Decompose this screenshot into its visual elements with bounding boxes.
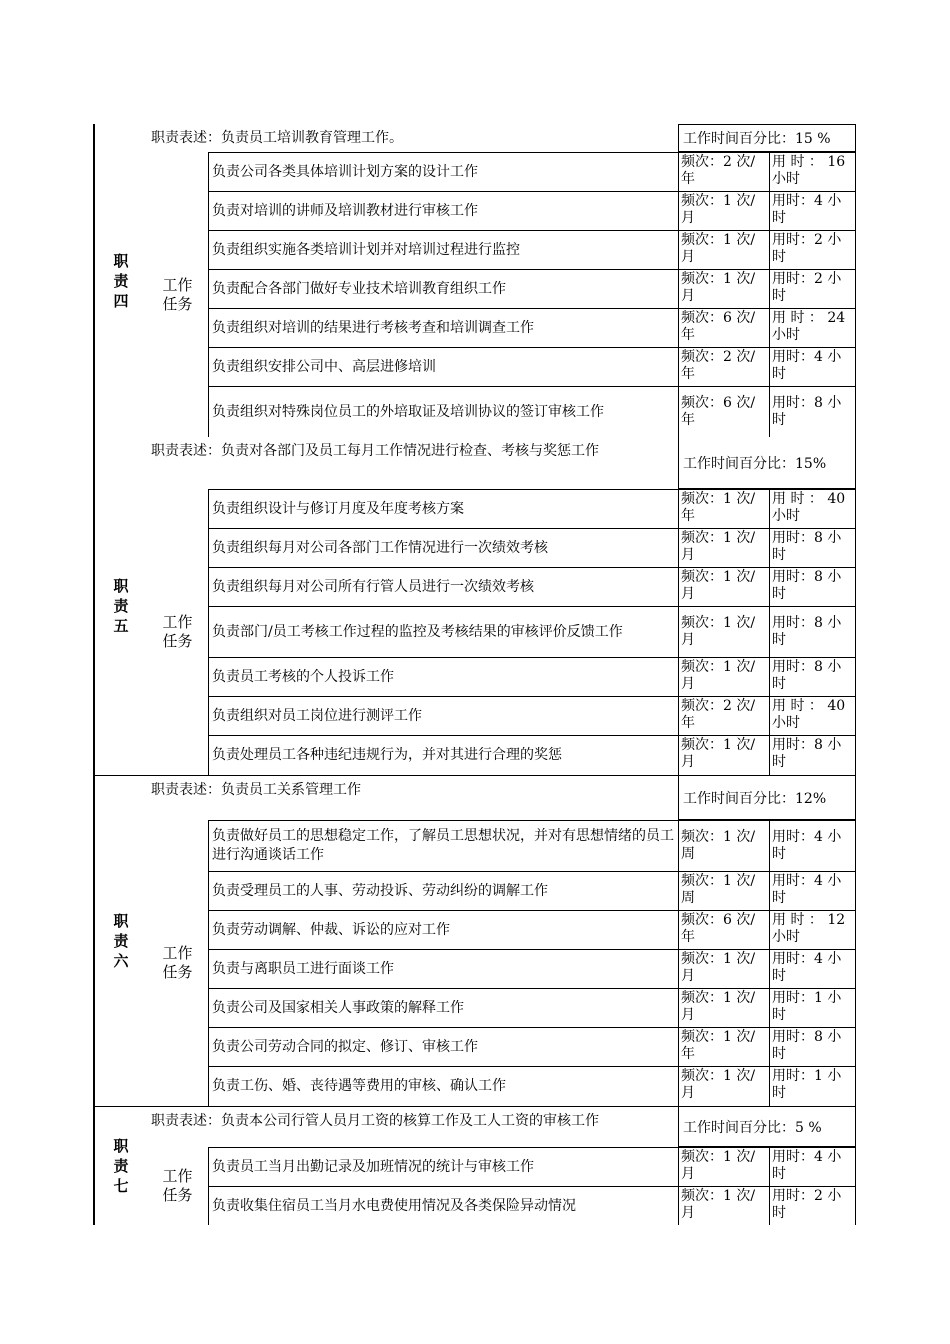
task-hours: 用时：8 小时 <box>769 387 856 437</box>
task-row <box>208 192 856 231</box>
task-text: 负责组织对特殊岗位员工的外培取证及培训协议的签订审核工作 <box>208 387 678 437</box>
task-row <box>208 153 856 192</box>
task-row <box>208 607 856 658</box>
task-frequency: 频次：2 次/年 <box>678 697 769 735</box>
task-row <box>208 1148 856 1187</box>
task-row <box>208 821 856 872</box>
time-percentage: 工作时间百分比：12% <box>678 776 856 820</box>
task-row <box>208 387 856 437</box>
task-text: 负责组织对培训的结果进行考核考查和培训调查工作 <box>208 309 678 347</box>
task-frequency: 频次：6 次/年 <box>678 387 769 437</box>
task-hours: 用 时 ： 16 小时 <box>769 153 856 191</box>
task-frequency: 频次：1 次/月 <box>678 736 769 775</box>
task-hours: 用时：8 小时 <box>769 529 856 567</box>
section-label: 职责七 <box>113 1137 129 1195</box>
task-text: 负责员工当月出勤记录及加班情况的统计与审核工作 <box>208 1148 678 1186</box>
task-frequency: 频次：1 次/月 <box>678 529 769 567</box>
task-row <box>208 231 856 270</box>
task-text: 负责组织每月对公司各部门工作情况进行一次绩效考核 <box>208 529 678 567</box>
task-hours: 用 时 ： 40 小时 <box>769 490 856 528</box>
task-text: 负责劳动调解、仲裁、诉讼的应对工作 <box>208 911 678 949</box>
duty-table <box>93 124 856 1225</box>
task-text: 负责组织对员工岗位进行测评工作 <box>208 697 678 735</box>
task-text: 负责配合各部门做好专业技术培训教育组织工作 <box>208 270 678 308</box>
task-hours: 用时：4 小时 <box>769 192 856 230</box>
task-list <box>208 820 856 1106</box>
task-hours: 用时：8 小时 <box>769 568 856 606</box>
task-frequency: 频次：1 次/年 <box>678 1028 769 1066</box>
task-text: 负责做好员工的思想稳定工作，了解员工思想状况，并对有思想情绪的员工进行沟通谈话工作 <box>208 821 678 871</box>
task-text: 负责对培训的讲师及培训教材进行审核工作 <box>208 192 678 230</box>
task-hours: 用 时 ： 40 小时 <box>769 697 856 735</box>
task-row <box>208 911 856 950</box>
task-frequency: 频次：1 次/月 <box>678 950 769 988</box>
task-row <box>208 568 856 607</box>
task-row <box>208 1067 856 1106</box>
task-row <box>208 950 856 989</box>
duty-section-5 <box>93 437 856 775</box>
task-hours: 用时：8 小时 <box>769 607 856 657</box>
task-frequency: 频次：1 次/月 <box>678 231 769 269</box>
task-text: 负责收集住宿员工当月水电费使用情况及各类保险异动情况 <box>208 1187 678 1225</box>
duty-description: 职责表述：负责对各部门及员工每月工作情况进行检查、考核与奖惩工作 <box>151 443 599 459</box>
time-percentage: 工作时间百分比：15 % <box>678 124 856 152</box>
task-row <box>208 1187 856 1225</box>
section-label: 职责六 <box>113 912 129 970</box>
duty-description: 职责表述：负责员工培训教育管理工作。 <box>151 130 403 146</box>
task-frequency: 频次：1 次/月 <box>678 607 769 657</box>
duty-section-6 <box>93 775 856 1106</box>
task-text: 负责部门/员工考核工作过程的监控及考核结果的审核评价反馈工作 <box>208 607 678 657</box>
task-text: 负责组织设计与修订月度及年度考核方案 <box>208 490 678 528</box>
duty-section-7 <box>93 1106 856 1225</box>
task-text: 负责组织安排公司中、高层进修培训 <box>208 348 678 386</box>
task-frequency: 频次：6 次/年 <box>678 309 769 347</box>
task-row <box>208 736 856 775</box>
task-row <box>208 989 856 1028</box>
task-row <box>208 309 856 348</box>
task-label: 工作任务 <box>162 613 193 650</box>
task-frequency: 频次：1 次/月 <box>678 989 769 1027</box>
task-frequency: 频次：2 次/年 <box>678 153 769 191</box>
section-label: 职责五 <box>113 577 129 635</box>
task-hours: 用时：8 小时 <box>769 658 856 696</box>
task-list <box>208 1147 856 1225</box>
task-row <box>208 697 856 736</box>
task-label: 工作任务 <box>162 1167 193 1204</box>
task-text: 负责组织实施各类培训计划并对培训过程进行监控 <box>208 231 678 269</box>
task-hours: 用时：4 小时 <box>769 348 856 386</box>
task-list <box>208 489 856 775</box>
task-hours: 用时：4 小时 <box>769 1148 856 1186</box>
task-row <box>208 529 856 568</box>
task-row <box>208 872 856 911</box>
task-frequency: 频次：1 次/周 <box>678 821 769 871</box>
task-text: 负责处理员工各种违纪违规行为，并对其进行合理的奖惩 <box>208 736 678 775</box>
task-frequency: 频次：2 次/年 <box>678 348 769 386</box>
task-label: 工作任务 <box>162 944 193 981</box>
task-row <box>208 270 856 309</box>
task-text: 负责受理员工的人事、劳动投诉、劳动纠纷的调解工作 <box>208 872 678 910</box>
task-hours: 用时：4 小时 <box>769 872 856 910</box>
task-frequency: 频次：1 次/月 <box>678 192 769 230</box>
task-frequency: 频次：1 次/月 <box>678 270 769 308</box>
task-frequency: 频次：1 次/月 <box>678 658 769 696</box>
task-frequency: 频次：6 次/年 <box>678 911 769 949</box>
task-frequency: 频次：1 次/年 <box>678 490 769 528</box>
task-hours: 用时：8 小时 <box>769 1028 856 1066</box>
task-text: 负责公司各类具体培训计划方案的设计工作 <box>208 153 678 191</box>
task-hours: 用时：1 小时 <box>769 1067 856 1106</box>
duty-description: 职责表述：负责员工关系管理工作 <box>151 782 361 798</box>
task-frequency: 频次：1 次/周 <box>678 872 769 910</box>
task-row <box>208 348 856 387</box>
task-text: 负责员工考核的个人投诉工作 <box>208 658 678 696</box>
task-text: 负责公司及国家相关人事政策的解释工作 <box>208 989 678 1027</box>
task-row <box>208 490 856 529</box>
task-hours: 用时：2 小时 <box>769 231 856 269</box>
task-hours: 用时：2 小时 <box>769 270 856 308</box>
task-list <box>208 152 856 437</box>
time-percentage: 工作时间百分比：5 % <box>678 1107 856 1147</box>
task-hours: 用时：1 小时 <box>769 989 856 1027</box>
task-text: 负责公司劳动合同的拟定、修订、审核工作 <box>208 1028 678 1066</box>
task-hours: 用时：4 小时 <box>769 821 856 871</box>
task-text: 负责工伤、婚、丧待遇等费用的审核、确认工作 <box>208 1067 678 1106</box>
duty-section-4 <box>93 124 856 437</box>
task-label: 工作任务 <box>162 275 193 313</box>
task-frequency: 频次：1 次/月 <box>678 568 769 606</box>
task-frequency: 频次：1 次/月 <box>678 1148 769 1186</box>
task-hours: 用 时 ： 24 小时 <box>769 309 856 347</box>
task-row <box>208 1028 856 1067</box>
section-label: 职责四 <box>113 251 129 310</box>
task-frequency: 频次：1 次/月 <box>678 1067 769 1106</box>
task-hours: 用 时 ： 12 小时 <box>769 911 856 949</box>
task-row <box>208 658 856 697</box>
task-hours: 用时：4 小时 <box>769 950 856 988</box>
task-frequency: 频次：1 次/月 <box>678 1187 769 1225</box>
duty-description: 职责表述：负责本公司行管人员月工资的核算工作及工人工资的审核工作 <box>151 1113 599 1129</box>
task-text: 负责组织每月对公司所有行管人员进行一次绩效考核 <box>208 568 678 606</box>
task-text: 负责与离职员工进行面谈工作 <box>208 950 678 988</box>
time-percentage: 工作时间百分比：15% <box>678 437 856 489</box>
task-hours: 用时：2 小时 <box>769 1187 856 1225</box>
task-hours: 用时：8 小时 <box>769 736 856 775</box>
